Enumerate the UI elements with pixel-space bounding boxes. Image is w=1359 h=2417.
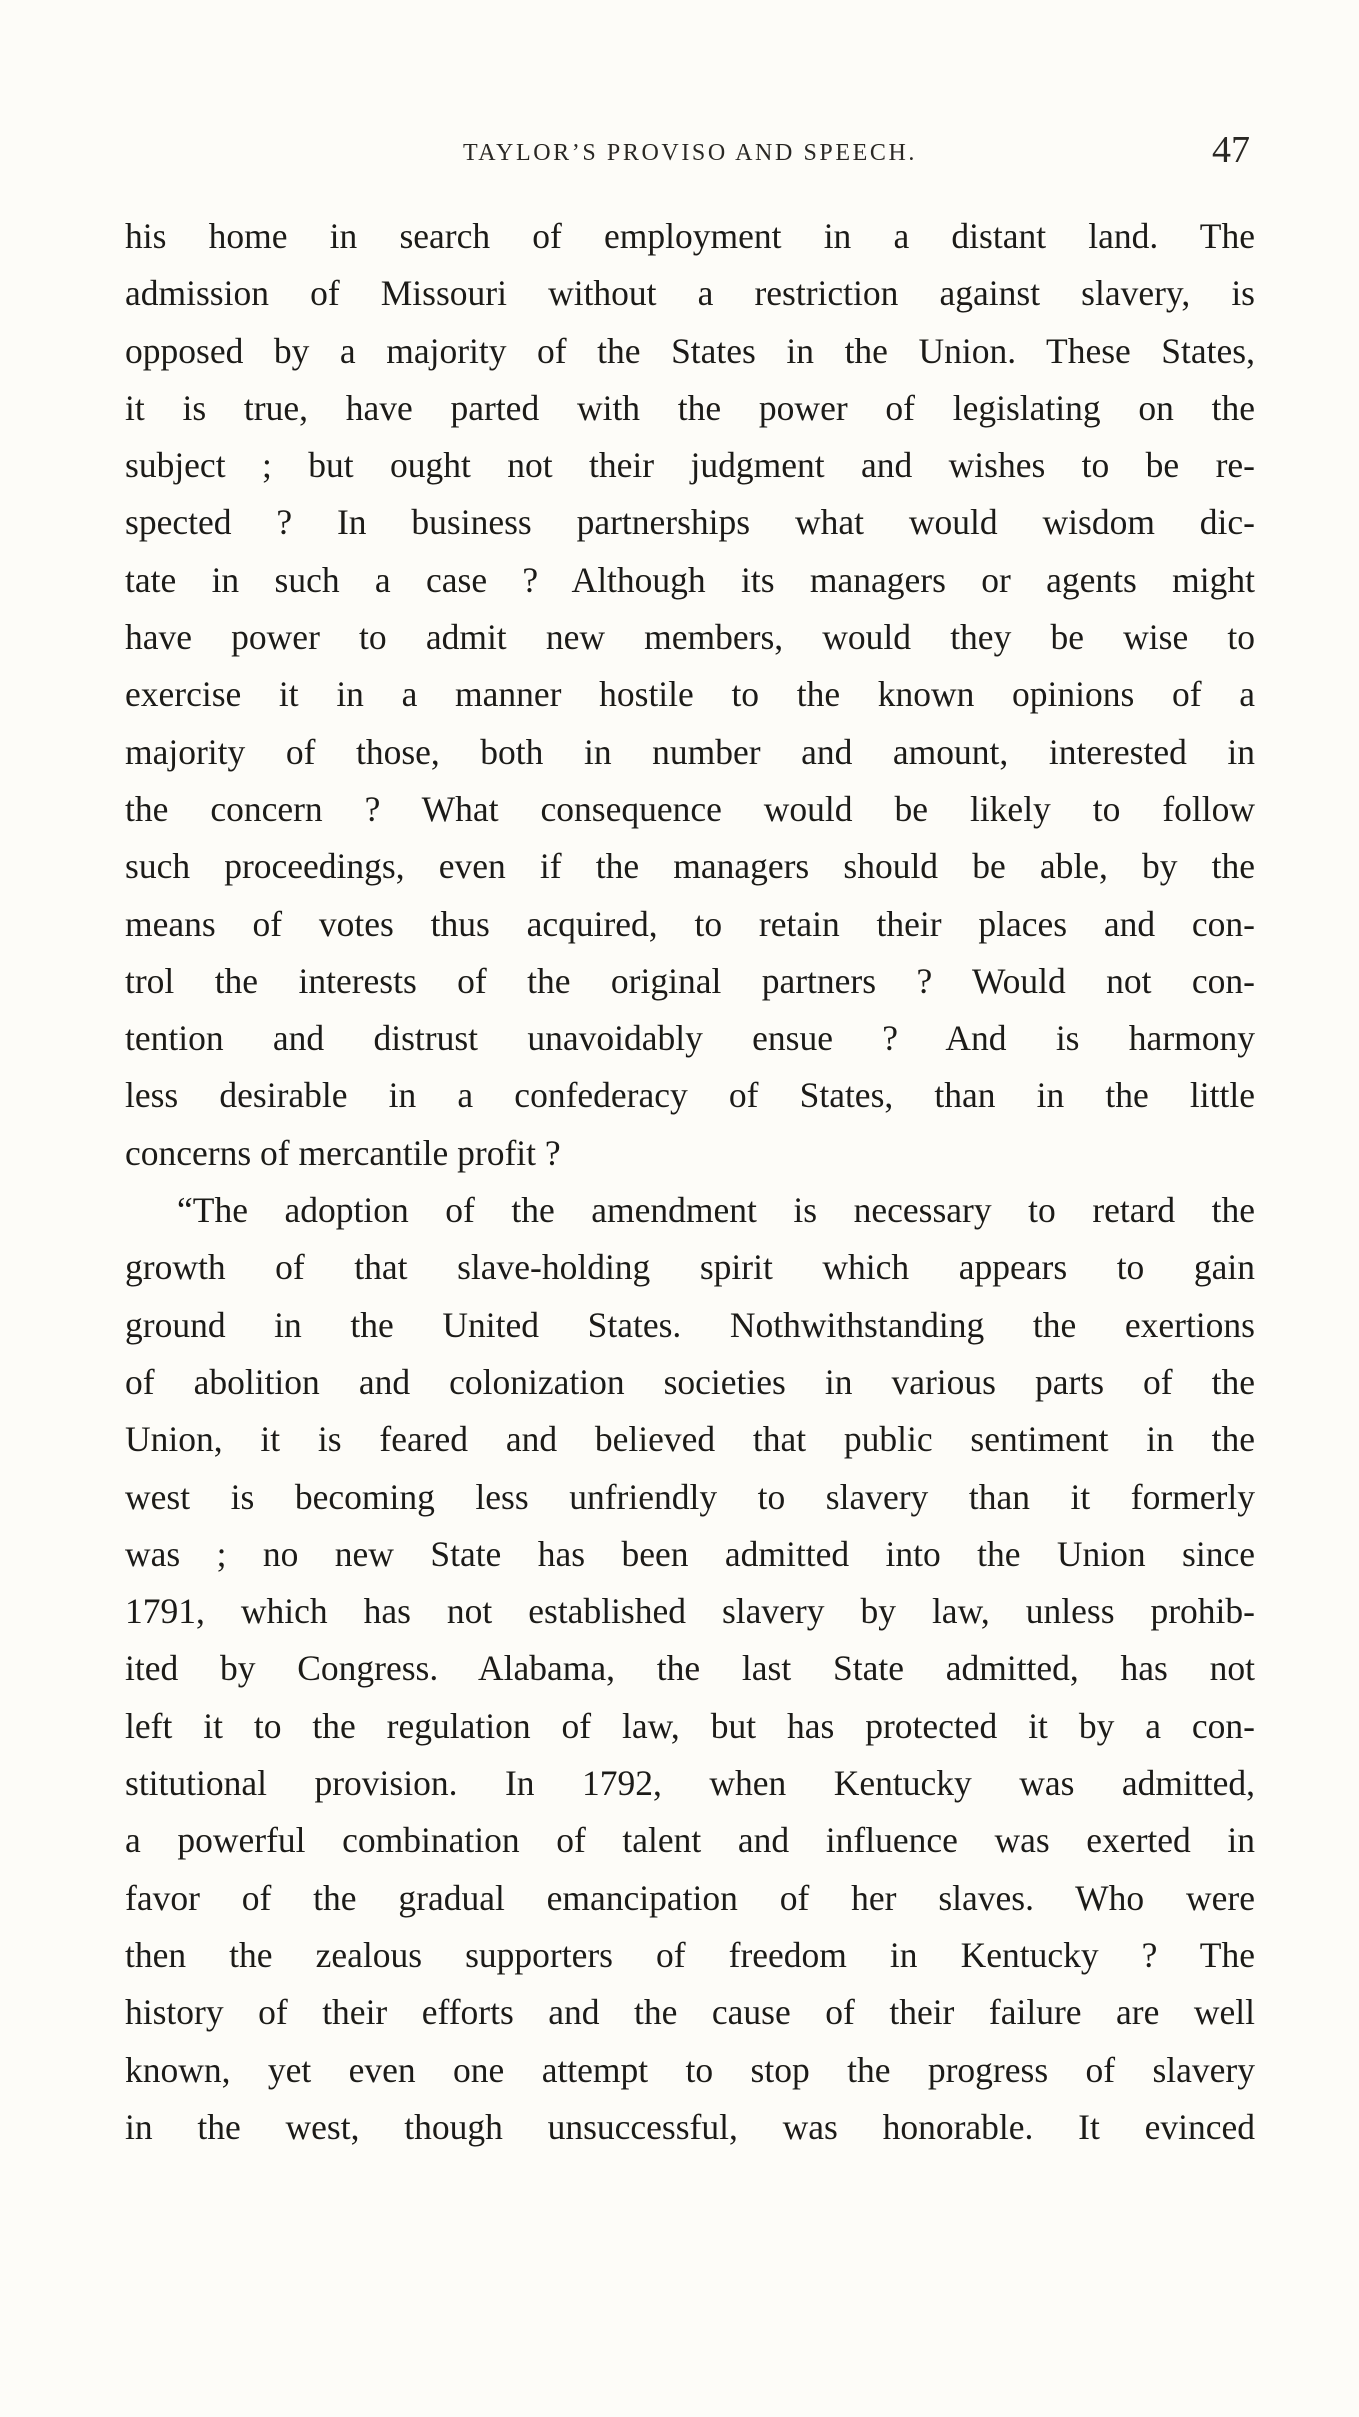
text-line: exercise it in a manner hostile to the known opinions of a	[125, 674, 1255, 715]
text-line: then the zealous supporters of freedom in Kentucky ? The	[125, 1934, 1255, 1975]
text-line: concerns of mercantile profit ?	[125, 1132, 561, 1173]
text-line: history of their efforts and the cause of their failure are well	[125, 1992, 1255, 2033]
text-line: “The adoption of the amendment is necessary to retard the	[177, 1190, 1255, 1231]
text-line: west is becoming less unfriendly to slavery than it formerly	[125, 1476, 1255, 1517]
text-line: left it to the regulation of law, but has protected it by a con-	[125, 1705, 1255, 1746]
text-line: ground in the United States. Nothwithstanding the exertions	[125, 1304, 1255, 1345]
text-line: in the west, though unsuccessful, was honorable. It evinced	[125, 2106, 1255, 2147]
text-line: it is true, have parted with the power of legislating on the	[125, 387, 1255, 428]
text-line: known, yet even one attempt to stop the progress of slavery	[125, 2049, 1255, 2090]
text-line: trol the interests of the original partners ? Would not con-	[125, 960, 1255, 1001]
text-line: his home in search of employment in a distant land. The	[125, 216, 1255, 256]
text-line: such proceedings, even if the managers should be able, by the	[125, 846, 1255, 887]
text-line: opposed by a majority of the States in the Union. These States,	[125, 330, 1255, 371]
text-line: 1791, which has not established slavery by law, unless prohib-	[125, 1591, 1255, 1632]
running-head	[125, 128, 1255, 188]
text-line: less desirable in a confederacy of States, than in the little	[125, 1075, 1255, 1116]
text-line: tention and distrust unavoidably ensue ? And is harmony	[125, 1018, 1255, 1059]
text-line: was ; no new State has been admitted into the Union since	[125, 1533, 1255, 1574]
text-line: a powerful combination of talent and influence was exerted in	[125, 1820, 1255, 1861]
text-line: growth of that slave-holding spirit which appears to gain	[125, 1247, 1255, 1288]
text-line: of abolition and colonization societies in various parts of the	[125, 1361, 1255, 1402]
text-line: favor of the gradual emancipation of her slaves. Who were	[125, 1877, 1255, 1918]
text-line: stitutional provision. In 1792, when Kentucky was admitted,	[125, 1763, 1255, 1804]
text-line: spected ? In business partnerships what would wisdom dic-	[125, 502, 1255, 543]
text-line: means of votes thus acquired, to retain their places and con-	[125, 903, 1255, 944]
text-line: have power to admit new members, would they be wise to	[125, 617, 1255, 658]
page-number: 47	[1212, 129, 1250, 171]
text-line: tate in such a case ? Although its managers or agents might	[125, 559, 1255, 600]
text-line: subject ; but ought not their judgment and wishes to be re-	[125, 445, 1255, 486]
text-line: ited by Congress. Alabama, the last State admitted, has not	[125, 1648, 1255, 1689]
text-line: Union, it is feared and believed that public sentiment in the	[125, 1419, 1255, 1460]
body-text	[125, 208, 1255, 2156]
running-title: TAYLOR’S PROVISO AND SPEECH.	[462, 140, 918, 166]
text-line: majority of those, both in number and amount, interested in	[125, 731, 1255, 772]
text-line: admission of Missouri without a restriction against slavery, is	[125, 273, 1255, 314]
text-line: the concern ? What consequence would be likely to follow	[125, 788, 1255, 829]
